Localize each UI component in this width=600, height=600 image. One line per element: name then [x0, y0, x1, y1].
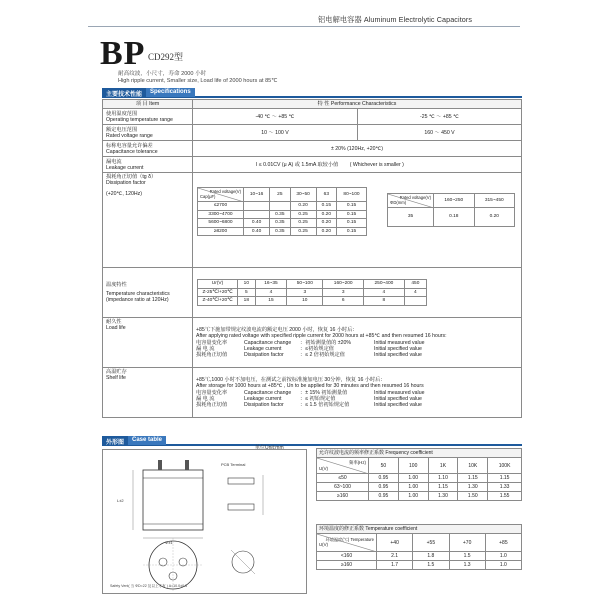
case-section-header	[102, 436, 522, 446]
impedance-table: Ur(V) 10 16~35 50~100 160~200 250~400 450 Z-25℃/+20℃ 5 4 3 3 4 4 Z-40℃/+20℃ 18 15 10 6 8	[197, 279, 427, 306]
shelf-value: +85℃,1000 小时不加电压，在测试之前按标准施加电压 30分钟，恢复 16 小时后： After storage for 1000 hours at +85℃ , Un to be applied for 30 minutes and then resumed 16 hours 电容量变化率 Capacitance change ：± 15% 初始测量值 Initial measured value 漏 电 流 Leakage current ：≤ 初始规定值 Initial specified value 损耗角正切值 Dissipation factor ：≤ 1.5 倍初始规定值 Initial specified value	[193, 368, 522, 418]
table-row: ≥8200 0.40 0.35 0.25 0.20 0.15	[198, 227, 367, 236]
df1-col: 63	[316, 188, 336, 202]
df1-col: 30~50	[290, 188, 316, 202]
table-row: 63~100 0.95 1.00 1.15 1.30 1.33	[317, 483, 522, 492]
temp-value-low: -40 ℃ ～ +85 ℃	[193, 109, 358, 125]
diagonal-line	[317, 534, 377, 552]
spec-tab-en: Specifications	[146, 88, 195, 97]
drawing-label-length: L±2	[117, 498, 124, 503]
case-drawing	[102, 449, 307, 594]
leakage-label: 漏电流 Leakage current	[103, 157, 193, 173]
drawing-label-pcb: PCB Terminal	[221, 462, 246, 467]
capacitor-outline-drawing	[103, 450, 308, 595]
spec-table	[102, 99, 522, 418]
voltage-label: 额定电压范围 Rated voltage range	[103, 125, 193, 141]
table-row	[103, 318, 522, 368]
unit-label: 单位Unit:mm	[255, 445, 284, 451]
table-row: Z-25℃/+20℃ 5 4 3 3 4 4	[198, 288, 427, 297]
imp-table-cell	[193, 268, 522, 318]
table-row: ≥160 0.95 1.00 1.30 1.50 1.55	[317, 492, 522, 501]
table-row: ≥160 1.7 1.5 1.3 1.0	[317, 561, 522, 570]
table-row: 35 0.18 0.20	[388, 208, 515, 227]
table-row: 5600~6800 0.40 0.35 0.25 0.20 0.15	[198, 219, 367, 228]
safety-vent-note: Safety Vent( 当 ΦD=22 及以上才有 ) A=10.0±0.5	[110, 584, 188, 588]
table-row: Z-40℃/+20℃ 18 15 10 6 8	[198, 297, 427, 306]
load-value: +85℃下施加带规定纹波电流的额定电压 2000 小时，恢复 16 小时后： After applying rated voltage with specified ripple current for 2000 hours at +85℃ and then resumed 16 hours: 电容量变化率 Capacitance change ：初始测量值的 ±20% Initial measured value 漏 电 流 Leakage current ：≤初始规定值 Initial specified value 损耗角正切值 Dissipation factor ：≤ 2 倍初始规定值 Initial specified value	[193, 318, 522, 368]
imp-label: 温度特性 Temperature characteristics (impedance ratio at 120Hz)	[103, 268, 193, 318]
df1-col: 80~100	[337, 188, 367, 202]
df1-col: 10~16	[244, 188, 270, 202]
temp-corner: 环境温度(℃) Temperature U(V)	[317, 534, 377, 552]
load-label: 耐久性 Load life	[103, 318, 193, 368]
diagonal-line	[388, 194, 434, 208]
table-row	[103, 368, 522, 418]
table-row: <160 2.1 1.8 1.5 1.0	[317, 552, 522, 561]
tolerance-value: ± 20% (120Hz, +20℃)	[193, 141, 522, 157]
df2-col: 160~250	[434, 194, 475, 208]
table-row	[103, 268, 522, 318]
frequency-coefficient-table: 允许纹波电流的频率修正系数 Frequency coefficient 频率(Hz) U(V) 50 100 1K 10K 100K ≤50 0.95 1.00 1.10 1.15 1.15 63~100 0.95 1.00 1.15 1.30 1.33 ≥160 0.95 1.00 1.30 1.50 1.55	[316, 448, 522, 501]
df-table-low-voltage	[197, 187, 367, 236]
voltage-value-high: 160 ～ 450 V	[358, 125, 522, 141]
df-tables-cell	[193, 173, 522, 268]
diagonal-line	[198, 188, 244, 202]
subtitle-cn: 耐高纹波，小尺寸，寿命 2000 小时	[118, 71, 207, 77]
model-number: CD292型	[148, 52, 184, 62]
df2-col: 315~450	[474, 194, 515, 208]
table-row	[103, 141, 522, 157]
table-row: 3300~4700 0.35 0.25 0.20 0.15	[198, 210, 367, 219]
item-header: 项 目 Item	[103, 100, 193, 109]
temperature-coefficient-table: 环境温度的修正系数 Temperature coefficient 环境温度(℃) Temperature U(V) +40 +55 +70 +85 <160 2.1 1.8 1.5 1.0 ≥160 1.7 1.5 1.3 1.0	[316, 524, 522, 570]
case-tab-cn: 外形图	[102, 436, 128, 445]
df1-col: 25	[270, 188, 290, 202]
df1-corner: Rated voltage(V) Cap(μF)	[198, 188, 244, 202]
tolerance-label: 标称电容量允许偏差 Capacitance tolerance	[103, 141, 193, 157]
shelf-label: 高温贮存 Shelf life	[103, 368, 193, 418]
table-row	[103, 125, 522, 141]
temp-value-high: -25 ℃ ～ +85 ℃	[358, 109, 522, 125]
spec-tab-cn: 主要技术性能	[102, 88, 146, 97]
table-row	[103, 157, 522, 173]
freq-title: 允许纹波电流的频率修正系数 Frequency coefficient	[317, 449, 522, 458]
table-row: ≤50 0.95 1.00 1.10 1.15 1.15	[317, 474, 522, 483]
case-tab-en: Case table	[128, 436, 166, 445]
voltage-value-low: 10 ～ 100 V	[193, 125, 358, 141]
table-row	[103, 109, 522, 125]
df-table-high-voltage	[387, 193, 515, 227]
drawing-label-diameter: Φ±1	[165, 540, 173, 545]
df2-corner: Rated voltage(V) ΦD(mm)	[388, 194, 434, 208]
table-row	[103, 173, 522, 268]
temp-title: 环境温度的修正系数 Temperature coefficient	[317, 525, 522, 534]
spec-section-header	[102, 88, 522, 98]
table-row: ≤2700 0.20 0.15 0.15	[198, 202, 367, 211]
header-divider	[88, 26, 520, 27]
header-title: 铝电解电容器 Aluminum Electrolytic Capacitors	[318, 15, 473, 24]
perf-header: 特 性 Performance Characteristics	[193, 100, 522, 109]
temp-label: 使用温度范围 Operating temperature range	[103, 109, 193, 125]
spec-header-row	[103, 100, 522, 109]
diagonal-line	[317, 458, 369, 474]
freq-corner: 频率(Hz) U(V)	[317, 458, 369, 474]
subtitle-en: High ripple current, Smaller size, Load life of 2000 hours at 85℃	[118, 78, 278, 84]
leakage-value: I ≤ 0.01CV (μ A) 或 1.5mA 取较小值 ( Whichever is smaller )	[193, 157, 522, 173]
series-name: BP	[100, 35, 146, 72]
df-label: 损耗角正切值（tg δ） Dissipation factor (+20℃, 120Hz)	[103, 173, 193, 268]
